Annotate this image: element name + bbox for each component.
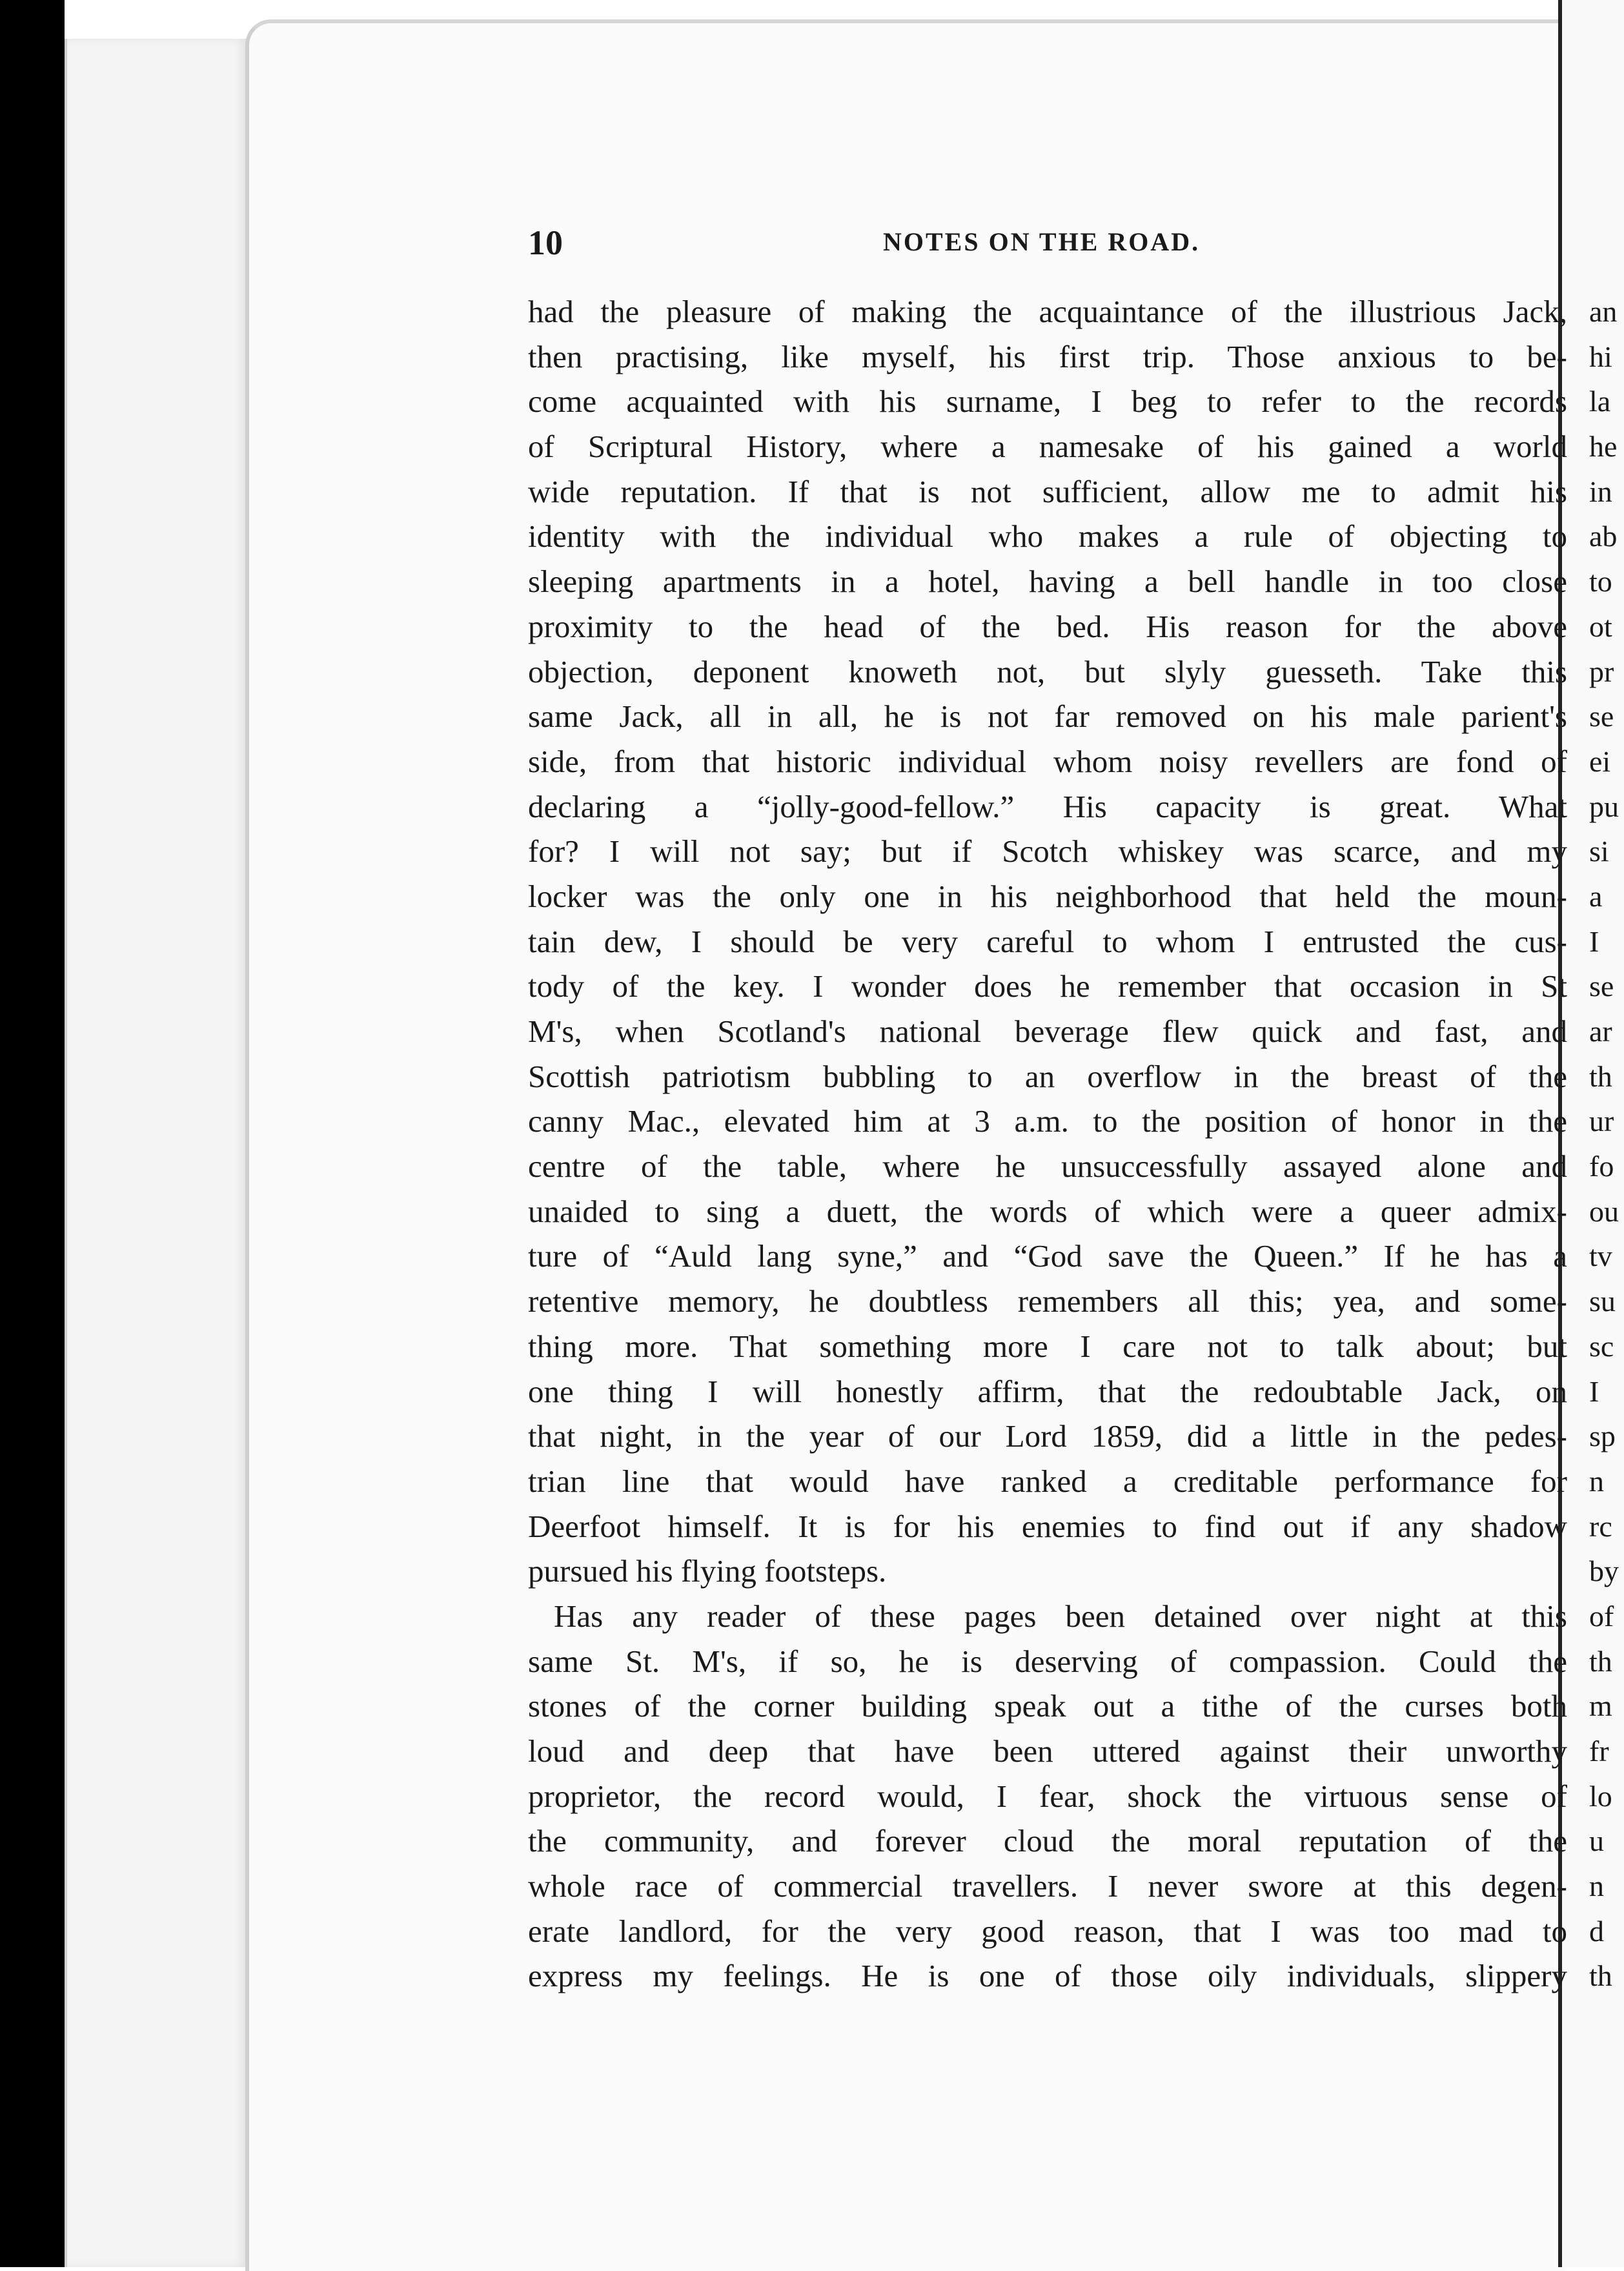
fragment: th bbox=[1589, 1644, 1612, 1678]
fragment: n bbox=[1589, 1464, 1604, 1498]
text-line: pursued his flying footsteps. bbox=[528, 1553, 887, 1589]
text-line: declaring a “jolly-good-fellow.” His capacity is great. What bbox=[528, 788, 1567, 824]
fragment: m bbox=[1589, 1689, 1612, 1723]
text-line: stones of the corner building speak out a tithe of the curses both bbox=[528, 1688, 1567, 1724]
next-page-text-fragments bbox=[1589, 289, 1624, 1999]
fragment: I bbox=[1589, 1374, 1599, 1408]
text-line: then practising, like myself, his first trip. Those anxious to be- bbox=[528, 338, 1567, 374]
fragment: I bbox=[1589, 924, 1599, 958]
fragment: he bbox=[1589, 430, 1618, 463]
text-line: for? I will not say; but if Scotch whiskey was scarce, and my bbox=[528, 833, 1567, 870]
fragment: sp bbox=[1589, 1420, 1616, 1453]
text-line: come acquainted with his surname, I beg to refer to the records bbox=[528, 383, 1567, 420]
fragment: la bbox=[1589, 385, 1611, 418]
fragment: pu bbox=[1589, 789, 1619, 823]
fragment: ou bbox=[1589, 1194, 1619, 1228]
fragment: rc bbox=[1589, 1509, 1612, 1543]
text-line: tain dew, I should be very careful to whom I entrusted the cus- bbox=[528, 923, 1567, 959]
fragment: d bbox=[1589, 1914, 1604, 1948]
text-line: whole race of commercial travellers. I never swore at this degen- bbox=[528, 1868, 1567, 1904]
text-line: wide reputation. If that is not sufficient, allow me to admit his bbox=[528, 473, 1567, 509]
text-line: erate landlord, for the very good reason, that I was too mad to bbox=[528, 1913, 1567, 1949]
text-line: proximity to the head of the bed. His reason for the above bbox=[528, 608, 1567, 644]
text-line: M's, when Scotland's national beverage flew quick and fast, and bbox=[528, 1013, 1567, 1049]
running-head: NOTES ON THE ROAD. bbox=[883, 227, 1201, 256]
fragment: to bbox=[1589, 565, 1612, 598]
text-line: side, from that historic individual whom noisy revellers are fond of bbox=[528, 743, 1567, 779]
text-line: identity with the individual who makes a rule of objecting to bbox=[528, 518, 1567, 555]
fragment: ei bbox=[1589, 744, 1611, 778]
scan-left-border bbox=[0, 0, 65, 2267]
text-line: thing more. That something more I care not to talk about; but bbox=[528, 1328, 1567, 1364]
fragment: th bbox=[1589, 1059, 1612, 1093]
fragment: ur bbox=[1589, 1105, 1614, 1138]
text-line: of Scriptural History, where a namesake of his gained a world bbox=[528, 429, 1567, 465]
fragment: th bbox=[1589, 1959, 1612, 1993]
page-number: 10 bbox=[528, 223, 563, 262]
text-line: same St. M's, if so, he is deserving of compassion. Could the bbox=[528, 1643, 1567, 1679]
text-line: same Jack, all in all, he is not far removed on his male parient's bbox=[528, 698, 1567, 735]
fragment: n bbox=[1589, 1869, 1604, 1903]
fragment: se bbox=[1589, 970, 1614, 1003]
text-line: that night, in the year of our Lord 1859, did a little in the pedes- bbox=[528, 1418, 1567, 1454]
text-line: objection, deponent knoweth not, but slyly guesseth. Take this bbox=[528, 653, 1567, 689]
fragment: sc bbox=[1589, 1329, 1614, 1363]
text-line: express my feelings. He is one of those oily individuals, slippery bbox=[528, 1958, 1567, 1994]
text-line: ture of “Auld lang syne,” and “God save the Queen.” If he has a bbox=[528, 1238, 1567, 1274]
text-line: loud and deep that have been uttered against their unworthy bbox=[528, 1733, 1567, 1769]
fragment: by bbox=[1589, 1554, 1619, 1588]
text-line: trian line that would have ranked a creditable performance for bbox=[528, 1463, 1567, 1499]
text-line: tody of the key. I wonder does he remember that occasion in St bbox=[528, 968, 1567, 1004]
fragment: ot bbox=[1589, 609, 1612, 643]
text-line: the community, and forever cloud the moral reputation of the bbox=[528, 1823, 1567, 1859]
text-line: Scottish patriotism bubbling to an overflow in the breast of the bbox=[528, 1058, 1567, 1094]
fragment: fo bbox=[1589, 1150, 1614, 1183]
text-line: centre of the table, where he unsuccessfully assayed alone and bbox=[528, 1148, 1567, 1185]
text-line: Deerfoot himself. It is for his enemies to find out if any shadow bbox=[528, 1508, 1567, 1544]
fragment: tv bbox=[1589, 1239, 1612, 1273]
text-line: retentive memory, he doubtless remembers all this; yea, and some- bbox=[528, 1283, 1567, 1319]
text-line: sleeping apartments in a hotel, having a bell handle in too close bbox=[528, 564, 1567, 600]
text-line: Has any reader of these pages been detained over night at this bbox=[554, 1598, 1567, 1634]
fragment: an bbox=[1589, 295, 1618, 328]
fragment: si bbox=[1589, 835, 1609, 868]
fragment: of bbox=[1589, 1599, 1614, 1633]
fragment: pr bbox=[1589, 655, 1614, 688]
fragment: se bbox=[1589, 700, 1614, 733]
text-line: canny Mac., elevated him at 3 a.m. to the position of honor in the bbox=[528, 1103, 1567, 1139]
text-line: one thing I will honestly affirm, that the redoubtable Jack, on bbox=[528, 1373, 1567, 1409]
previous-page-edge bbox=[65, 39, 248, 2267]
fragment: lo bbox=[1589, 1779, 1612, 1813]
text-line: locker was the only one in his neighborhood that held the moun- bbox=[528, 878, 1567, 914]
fragment: a bbox=[1589, 879, 1603, 913]
body-text bbox=[528, 289, 1567, 1999]
fragment: hi bbox=[1589, 340, 1612, 373]
fragment: su bbox=[1589, 1285, 1616, 1318]
fragment: ab bbox=[1589, 520, 1618, 553]
fragment: ar bbox=[1589, 1015, 1612, 1048]
page-header bbox=[528, 223, 1574, 268]
fragment: in bbox=[1589, 474, 1612, 508]
text-line: had the pleasure of making the acquaintance of the illustrious Jack, bbox=[528, 294, 1567, 329]
text-line: proprietor, the record would, I fear, shock the virtuous sense of bbox=[528, 1778, 1567, 1814]
fragment: u bbox=[1589, 1824, 1604, 1858]
fragment: fr bbox=[1589, 1735, 1609, 1767]
text-line: unaided to sing a duett, the words of which were a queer admix- bbox=[528, 1193, 1567, 1229]
